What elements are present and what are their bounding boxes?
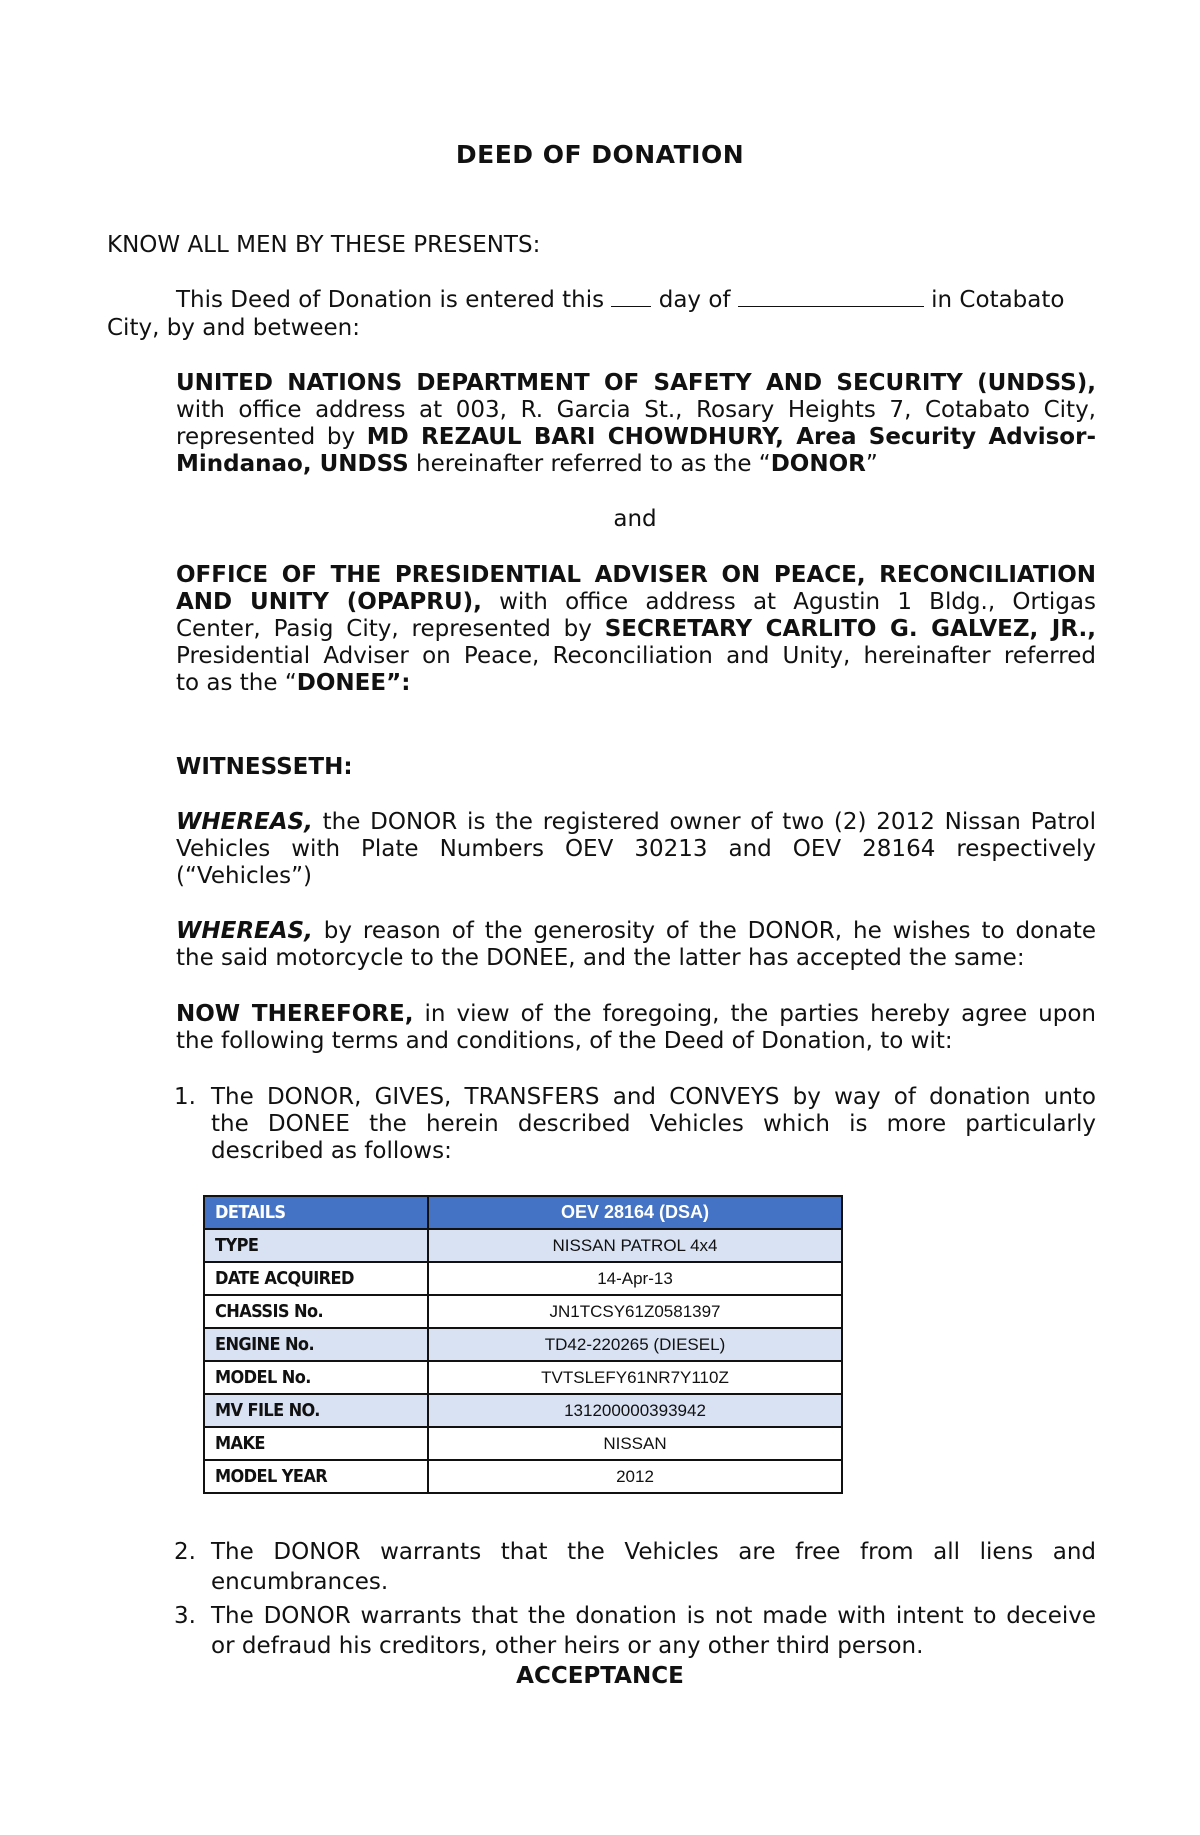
table-key-cell: TYPE	[204, 1229, 428, 1262]
item-3-line-1: The DONOR warrants that the donation is not made with intent to deceive	[211, 1603, 1096, 1629]
table-row	[204, 1229, 842, 1262]
whereas-2-line-2: the said motorcycle to the DONEE, and the latter has accepted the same:	[176, 945, 1025, 971]
table-header-row	[204, 1196, 842, 1229]
item-3-number: 3.	[174, 1603, 196, 1629]
table-value-cell: TVTSLEFY61NR7Y110Z	[428, 1361, 842, 1394]
intro-line-2: City, by and between:	[107, 315, 361, 341]
whereas-2-line-1: WHEREAS, by reason of the generosity of the DONOR, he wishes to donate	[176, 918, 1097, 944]
table-key-cell: DATE ACQUIRED	[204, 1262, 428, 1295]
table-row	[204, 1328, 842, 1361]
donee-referred: to as the “DONEE”:	[176, 670, 411, 696]
donee-representative: Center, Pasig City, represented by SECRETARY CARLITO G. GALVEZ, JR.,	[176, 616, 1096, 642]
table-key-cell: MAKE	[204, 1427, 428, 1460]
table-row	[204, 1295, 842, 1328]
donor-representative: represented by MD REZAUL BARI CHOWDHURY, Area Security Advisor-	[176, 424, 1096, 450]
intro-line-1: This Deed of Donation is entered this day of in Cotabato	[176, 287, 1065, 313]
table-key-cell: MODEL YEAR	[204, 1460, 428, 1493]
vehicle-details-table	[203, 1195, 843, 1494]
whereas-1-line-3: (“Vehicles”)	[176, 863, 313, 889]
table-key-cell: CHASSIS No.	[204, 1295, 428, 1328]
table-value-cell: TD42-220265 (DIESEL)	[428, 1328, 842, 1361]
witnesseth-heading: WITNESSETH:	[176, 754, 353, 780]
table-row	[204, 1427, 842, 1460]
table-key-cell: MV FILE NO.	[204, 1394, 428, 1427]
table-value-cell: 14-Apr-13	[428, 1262, 842, 1295]
table-key-cell: ENGINE No.	[204, 1328, 428, 1361]
now-therefore-line-2: the following terms and conditions, of the Deed of Donation, to wit:	[176, 1028, 953, 1054]
donor-address: with office address at 003, R. Garcia St., Rosary Heights 7, Cotabato City,	[176, 397, 1096, 423]
item-1-number: 1.	[174, 1084, 196, 1110]
item-2-line-1: The DONOR warrants that the Vehicles are free from all liens and	[211, 1539, 1096, 1565]
item-2-number: 2.	[174, 1539, 196, 1565]
document-title: DEED OF DONATION	[455, 140, 745, 169]
donee-designation: Presidential Adviser on Peace, Reconciliation and Unity, hereinafter referred	[176, 643, 1096, 669]
table-key-cell: MODEL No.	[204, 1361, 428, 1394]
table-row	[204, 1394, 842, 1427]
table-value-cell: NISSAN PATROL 4x4	[428, 1229, 842, 1262]
table-header-cell: OEV 28164 (DSA)	[428, 1196, 842, 1229]
item-3-line-2: or defraud his creditors, other heirs or any other third person.	[211, 1633, 924, 1659]
day-blank	[611, 288, 651, 307]
donee-name: OFFICE OF THE PRESIDENTIAL ADVISER ON PEACE, RECONCILIATION	[176, 562, 1096, 588]
item-1-line-1: The DONOR, GIVES, TRANSFERS and CONVEYS by way of donation unto	[211, 1084, 1096, 1110]
table-row	[204, 1460, 842, 1493]
table-row	[204, 1262, 842, 1295]
table-row	[204, 1361, 842, 1394]
donor-designation: Mindanao, UNDSS hereinafter referred to as the “DONOR”	[176, 451, 878, 477]
table-value-cell: NISSAN	[428, 1427, 842, 1460]
table-value-cell: JN1TCSY61Z0581397	[428, 1295, 842, 1328]
item-1-line-3: described as follows:	[211, 1138, 452, 1164]
acceptance-heading: ACCEPTANCE	[516, 1663, 684, 1689]
now-therefore-line-1: NOW THEREFORE, in view of the foregoing, the parties hereby agree upon	[176, 1001, 1097, 1027]
table-value-cell: 131200000393942	[428, 1394, 842, 1427]
item-1-line-2: the DONEE the herein described Vehicles which is more particularly	[211, 1111, 1096, 1137]
table-header-cell: DETAILS	[204, 1196, 428, 1229]
donor-name: UNITED NATIONS DEPARTMENT OF SAFETY AND SECURITY (UNDSS),	[176, 370, 1096, 396]
table-value-cell: 2012	[428, 1460, 842, 1493]
item-2-line-2: encumbrances.	[211, 1569, 389, 1595]
opening-line: KNOW ALL MEN BY THESE PRESENTS:	[107, 232, 541, 258]
month-blank	[738, 288, 924, 307]
whereas-1-line-1: WHEREAS, the DONOR is the registered owner of two (2) 2012 Nissan Patrol	[176, 809, 1096, 835]
whereas-1-line-2: Vehicles with Plate Numbers OEV 30213 and OEV 28164 respectively	[176, 836, 1096, 862]
and-word: and	[613, 506, 657, 532]
donee-address: AND UNITY (OPAPRU), with office address at Agustin 1 Bldg., Ortigas	[176, 589, 1096, 615]
